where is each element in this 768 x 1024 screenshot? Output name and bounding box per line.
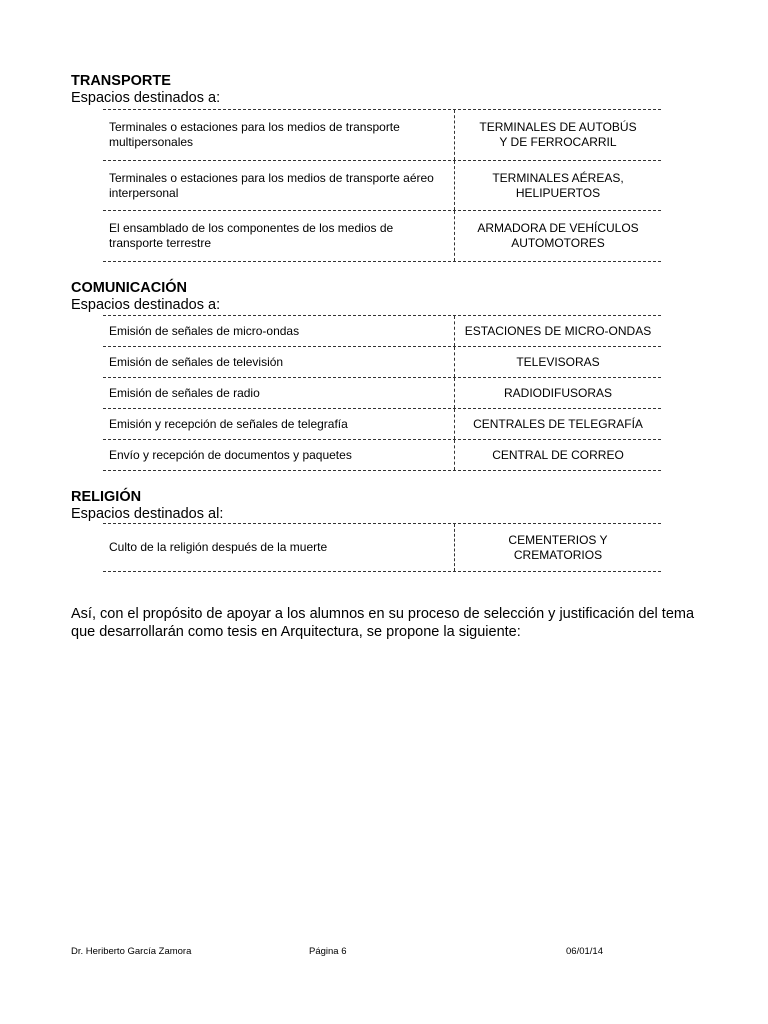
activity-cell: Emisión de señales de micro-ondas bbox=[103, 316, 455, 346]
activity-cell: Emisión y recepción de señales de telegrafía bbox=[103, 409, 455, 439]
section-title: TRANSPORTE bbox=[71, 73, 171, 89]
table-row bbox=[103, 378, 661, 409]
table-row bbox=[103, 211, 661, 262]
section-subtitle: Espacios destinados a: bbox=[71, 297, 221, 313]
table-religion bbox=[103, 523, 661, 572]
table-row bbox=[103, 440, 661, 471]
section-comunicacion bbox=[71, 280, 661, 314]
activity-cell: Envío y recepción de documentos y paquetes bbox=[103, 440, 455, 470]
table-row bbox=[103, 524, 661, 572]
section-transporte bbox=[71, 73, 661, 107]
building-cell: ESTACIONES DE MICRO-ONDAS bbox=[464, 323, 652, 338]
table-row bbox=[103, 347, 661, 378]
activity-cell: Emisión de señales de radio bbox=[103, 378, 455, 408]
building-cell: ARMADORA DE VEHÍCULOS AUTOMOTORES bbox=[477, 221, 639, 250]
table-transporte bbox=[103, 109, 661, 262]
building-cell: CENTRALES DE TELEGRAFÍA bbox=[473, 416, 643, 431]
building-cell: CENTRAL DE CORREO bbox=[492, 447, 624, 462]
table-row bbox=[103, 409, 661, 440]
building-cell: CEMENTERIOS Y CREMATORIOS bbox=[508, 532, 608, 562]
section-title: COMUNICACIÓN bbox=[71, 280, 187, 296]
activity-cell: Emisión de señales de televisión bbox=[103, 347, 455, 377]
section-subtitle: Espacios destinados a: bbox=[71, 90, 221, 106]
activity-cell: El ensamblado de los componentes de los medios de transporte terrestre bbox=[103, 211, 455, 261]
building-cell: TERMINALES DE AUTOBÚS Y DE FERROCARRIL bbox=[479, 120, 637, 149]
building-cell: TELEVISORAS bbox=[516, 354, 600, 369]
section-religion bbox=[71, 489, 661, 523]
footer-author: Dr. Heriberto García Zamora bbox=[71, 946, 192, 957]
activity-cell: Culto de la religión después de la muerte bbox=[103, 524, 455, 571]
footer-page-number: Página 6 bbox=[309, 946, 347, 957]
section-title: RELIGIÓN bbox=[71, 489, 142, 505]
building-cell: TERMINALES AÉREAS, HELIPUERTOS bbox=[492, 170, 624, 200]
activity-cell: Terminales o estaciones para los medios de transporte aéreo interpersonal bbox=[103, 161, 455, 210]
footer-date: 06/01/14 bbox=[566, 946, 603, 957]
table-comunicacion bbox=[103, 315, 661, 471]
section-subtitle: Espacios destinados al: bbox=[71, 506, 224, 522]
table-row bbox=[103, 316, 661, 347]
body-paragraph: Así, con el propósito de apoyar a los alumnos en su proceso de selección y justificación del tema que desarrollarán como tesis en Arquitectura, se propone la siguiente: bbox=[71, 606, 695, 640]
table-row bbox=[103, 110, 661, 161]
activity-cell: Terminales o estaciones para los medios de transporte multipersonales bbox=[103, 110, 455, 160]
building-cell: RADIODIFUSORAS bbox=[503, 385, 612, 400]
table-row bbox=[103, 161, 661, 211]
